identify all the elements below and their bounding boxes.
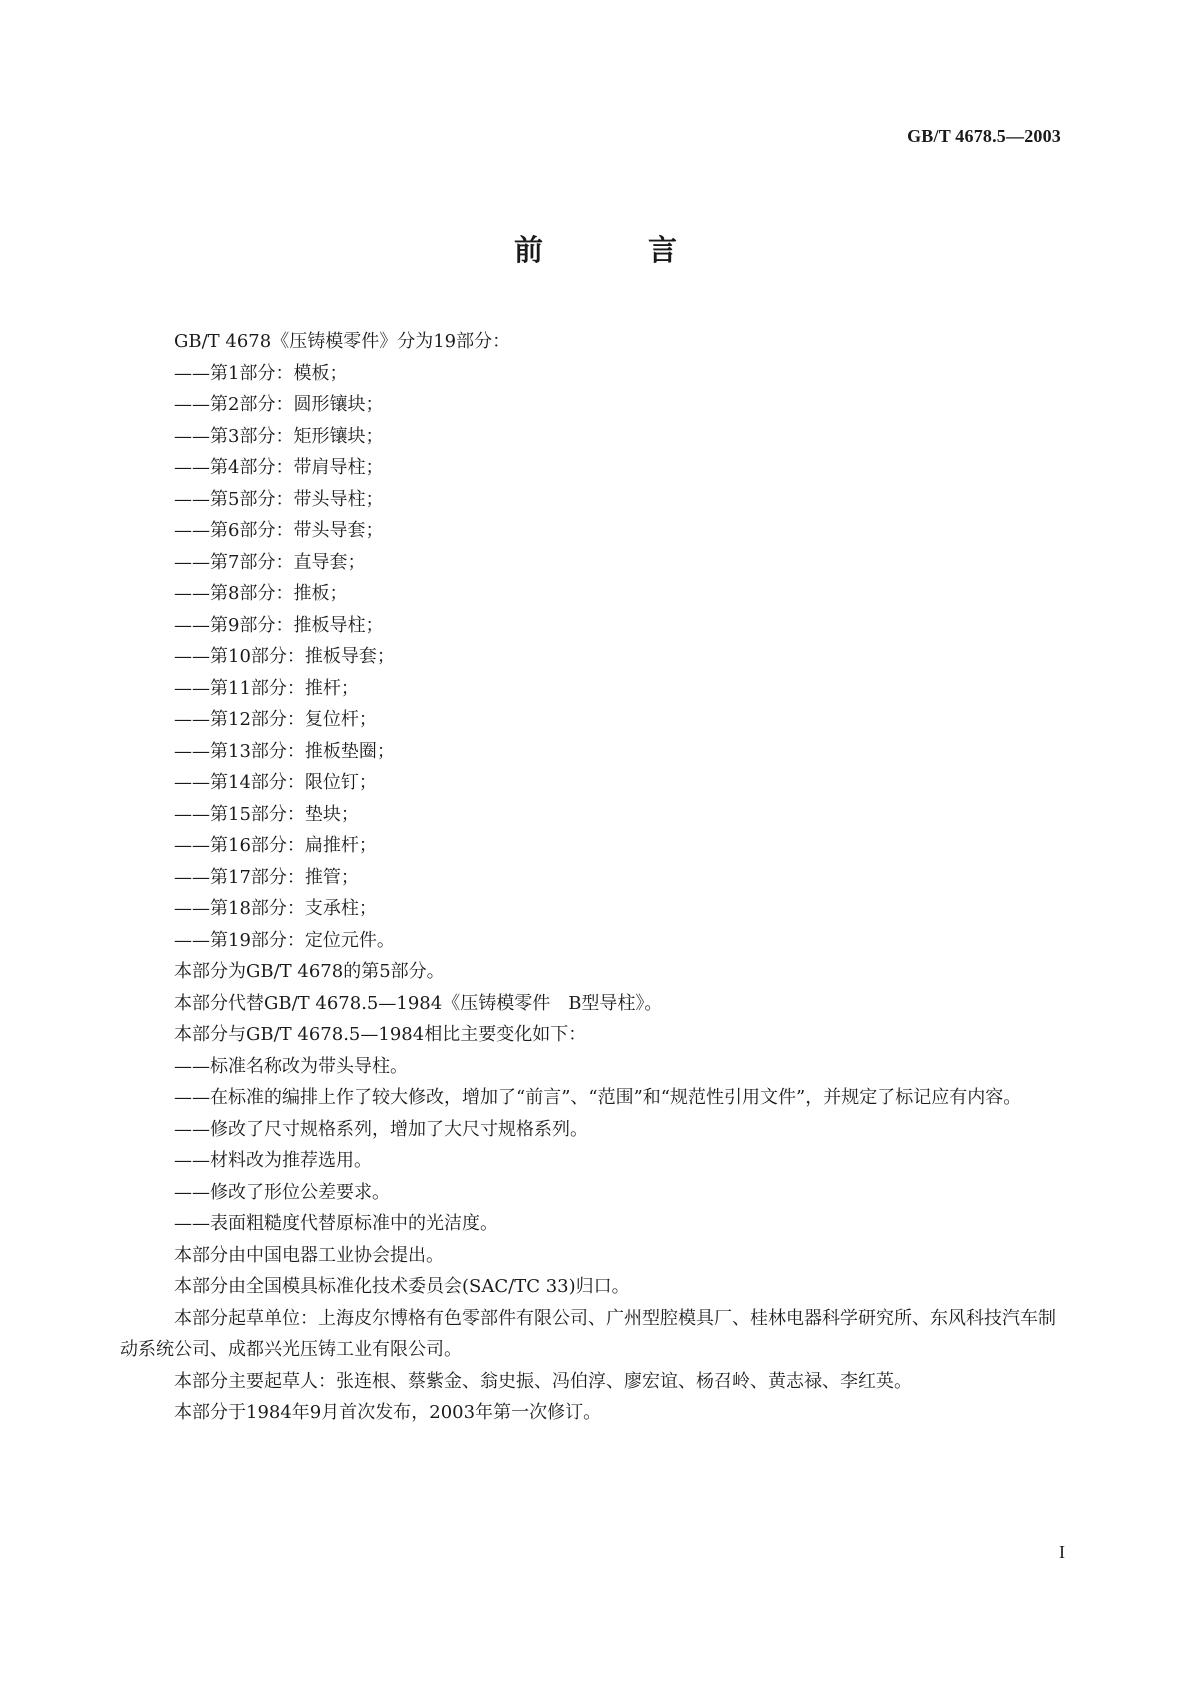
change-item: ——修改了形位公差要求。 [174, 1181, 390, 1203]
part-list-item: ——第10部分：推板导套； [174, 646, 395, 667]
part-list-item: ——第11部分：推杆； [174, 677, 359, 699]
part-list-item: ——第9部分：推板导柱； [174, 614, 384, 636]
part-list-item: ——第15部分：垫块； [174, 803, 359, 825]
change-item: ——表面粗糙度代替原标准中的光洁度。 [174, 1213, 498, 1234]
part-list-item: ——第18部分：支承柱； [174, 898, 377, 919]
foreword-body [120, 326, 1060, 1429]
part-list-item: ——第19部分：定位元件。 [174, 929, 395, 951]
part-list-item: ——第6部分：带头导套； [174, 520, 384, 541]
part-list-item: ——第17部分：推管； [174, 866, 359, 888]
intro-paragraph: GB/T 4678《压铸模零件》分为19部分： [174, 331, 511, 352]
part-list-item: ——第4部分：带肩导柱； [174, 457, 384, 478]
part-list-item: ——第14部分：限位钉； [174, 772, 377, 793]
drafting-units: 本部分起草单位：上海皮尔博格有色零部件有限公司、广州型腔模具厂、桂林电器科学研究所、东风科技汽车制动系统公司、成都兴光压铸工业有限公司。 [120, 1307, 1056, 1360]
change-item: ——在标准的编排上作了较大修改，增加了“前言”、“范围”和“规范性引用文件”，并规定了标记应有内容。 [174, 1087, 1022, 1108]
part-list-item: ——第12部分：复位杆； [174, 709, 377, 730]
part-list-item: ——第16部分：扁推杆； [174, 835, 377, 856]
page-number: I [1059, 1542, 1065, 1562]
part-list-item: ——第3部分：矩形镶块； [174, 425, 384, 447]
part-list-item: ——第8部分：推板； [174, 583, 348, 604]
publication-history: 本部分于1984年9月首次发布，2003年第一次修订。 [174, 1402, 602, 1423]
change-item: ——材料改为推荐选用。 [174, 1150, 372, 1171]
part-list-item: ——第5部分：带头导柱； [174, 488, 384, 510]
part-list-item: ——第13部分：推板垫圈； [174, 740, 395, 762]
page-title: 前 言 [513, 233, 715, 267]
part-of-statement: 本部分为GB/T 4678的第5部分。 [174, 961, 445, 982]
changes-intro: 本部分与GB/T 4678.5—1984相比主要变化如下： [174, 1024, 587, 1045]
part-list-item: ——第2部分：圆形镶块； [174, 394, 384, 415]
replaces-statement: 本部分代替GB/T 4678.5—1984《压铸模零件 B型导柱》。 [174, 992, 663, 1014]
part-list-item: ——第1部分：模板； [174, 362, 348, 384]
managed-by: 本部分由全国模具标准化技术委员会(SAC/TC 33)归口。 [174, 1276, 630, 1297]
standard-code: GB/T 4678.5—2003 [907, 126, 1061, 146]
change-item: ——修改了尺寸规格系列，增加了大尺寸规格系列。 [174, 1118, 588, 1140]
proposed-by: 本部分由中国电器工业协会提出。 [174, 1244, 444, 1266]
change-item: ——标准名称改为带头导柱。 [174, 1055, 408, 1077]
drafters: 本部分主要起草人：张连根、蔡紫金、翁史振、冯伯淳、廖宏谊、杨召岭、黄志禄、李红英。 [174, 1370, 912, 1392]
part-list-item: ——第7部分：直导套； [174, 551, 366, 573]
